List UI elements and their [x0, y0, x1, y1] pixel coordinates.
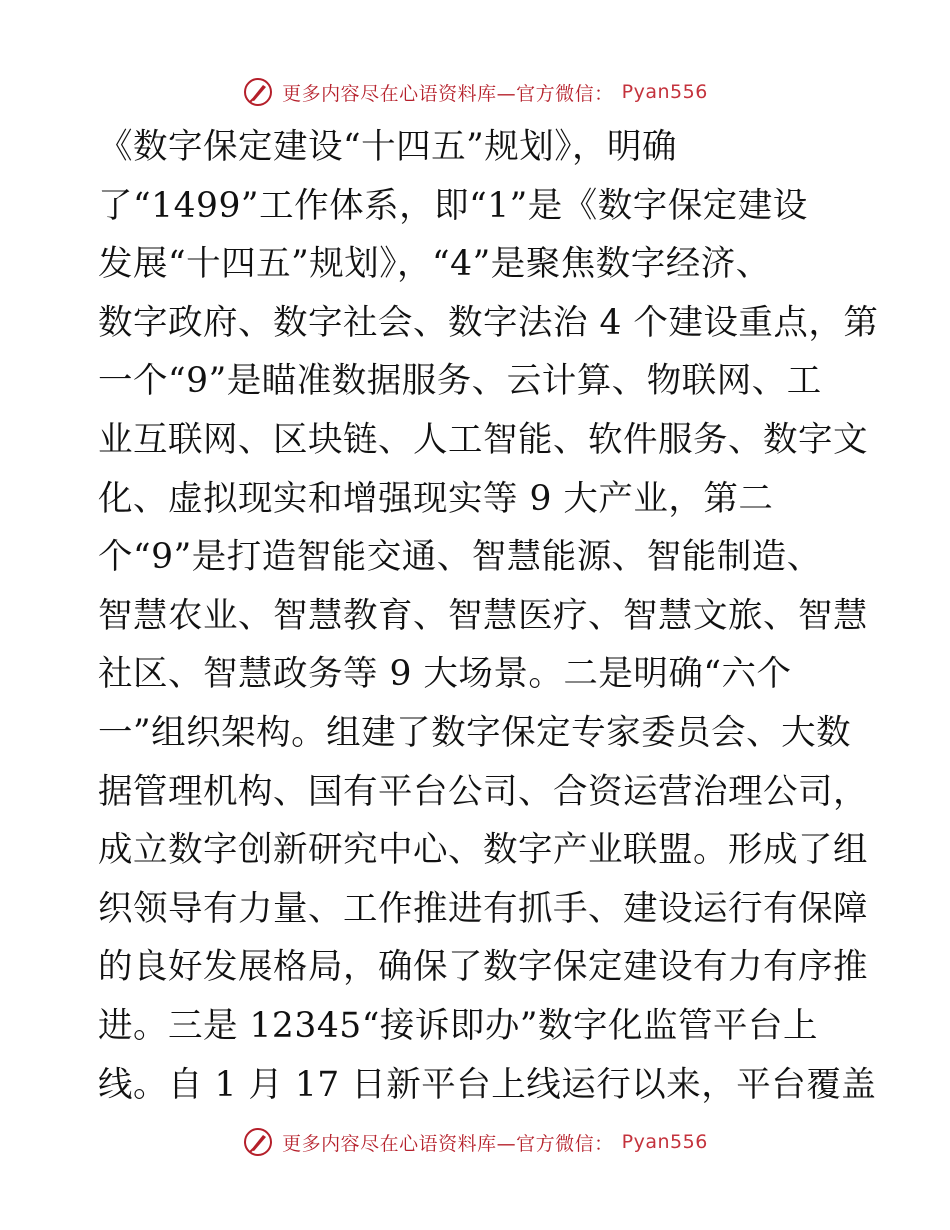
- text-line: 化、虚拟现实和增强现实等 9 大产业，第二: [98, 478, 774, 519]
- text-line: 线。自 1 月 17 日新平台上线运行以来，平台覆盖: [98, 1064, 877, 1105]
- watermark-account: Pyan556: [621, 1131, 708, 1153]
- quill-pen-icon: [242, 76, 274, 108]
- quill-pen-icon: [242, 1126, 274, 1158]
- text-line: 发展“十四五”规划》，“4”是聚焦数字经济、: [98, 244, 771, 285]
- watermark-account: Pyan556: [621, 81, 708, 103]
- text-line: 据管理机构、国有平台公司、合资运营治理公司，: [98, 771, 868, 812]
- text-line: 进。三是 12345“接诉即办”数字化监管平台上: [98, 1005, 818, 1046]
- text-line: 业互联网、区块链、人工智能、软件服务、数字文: [98, 419, 868, 460]
- text-line: 社区、智慧政务等 9 大场景。二是明确“六个: [98, 654, 792, 695]
- text-line: 数字政府、数字社会、数字法治 4 个建设重点，第: [98, 302, 879, 343]
- text-line: 了“1499”工作体系，即“1”是《数字保定建设: [98, 185, 808, 226]
- text-line: 《数字保定建设“十四五”规划》，明确: [98, 127, 678, 167]
- text-line: 的良好发展格局，确保了数字保定建设有力有序推: [98, 947, 868, 988]
- text-line: 个“9”是打造智能交通、智慧能源、智能制造、: [98, 537, 822, 578]
- document-body: [98, 118, 879, 1114]
- text-line: 智慧农业、智慧教育、智慧医疗、智慧文旅、智慧: [98, 595, 868, 636]
- footer-watermark: [0, 1122, 950, 1162]
- text-line: 织领导有力量、工作推进有抓手、建设运行有保障: [98, 888, 868, 929]
- header-watermark: [0, 72, 950, 112]
- watermark-text: 更多内容尽在心语资料库—官方微信：: [282, 82, 614, 105]
- text-line: 成立数字创新研究中心、数字产业联盟。形成了组: [98, 830, 868, 871]
- text-line: 一”组织架构。组建了数字保定专家委员会、大数: [98, 712, 852, 753]
- text-line: 一个“9”是瞄准数据服务、云计算、物联网、工: [98, 361, 822, 402]
- watermark-text: 更多内容尽在心语资料库—官方微信：: [282, 1132, 614, 1155]
